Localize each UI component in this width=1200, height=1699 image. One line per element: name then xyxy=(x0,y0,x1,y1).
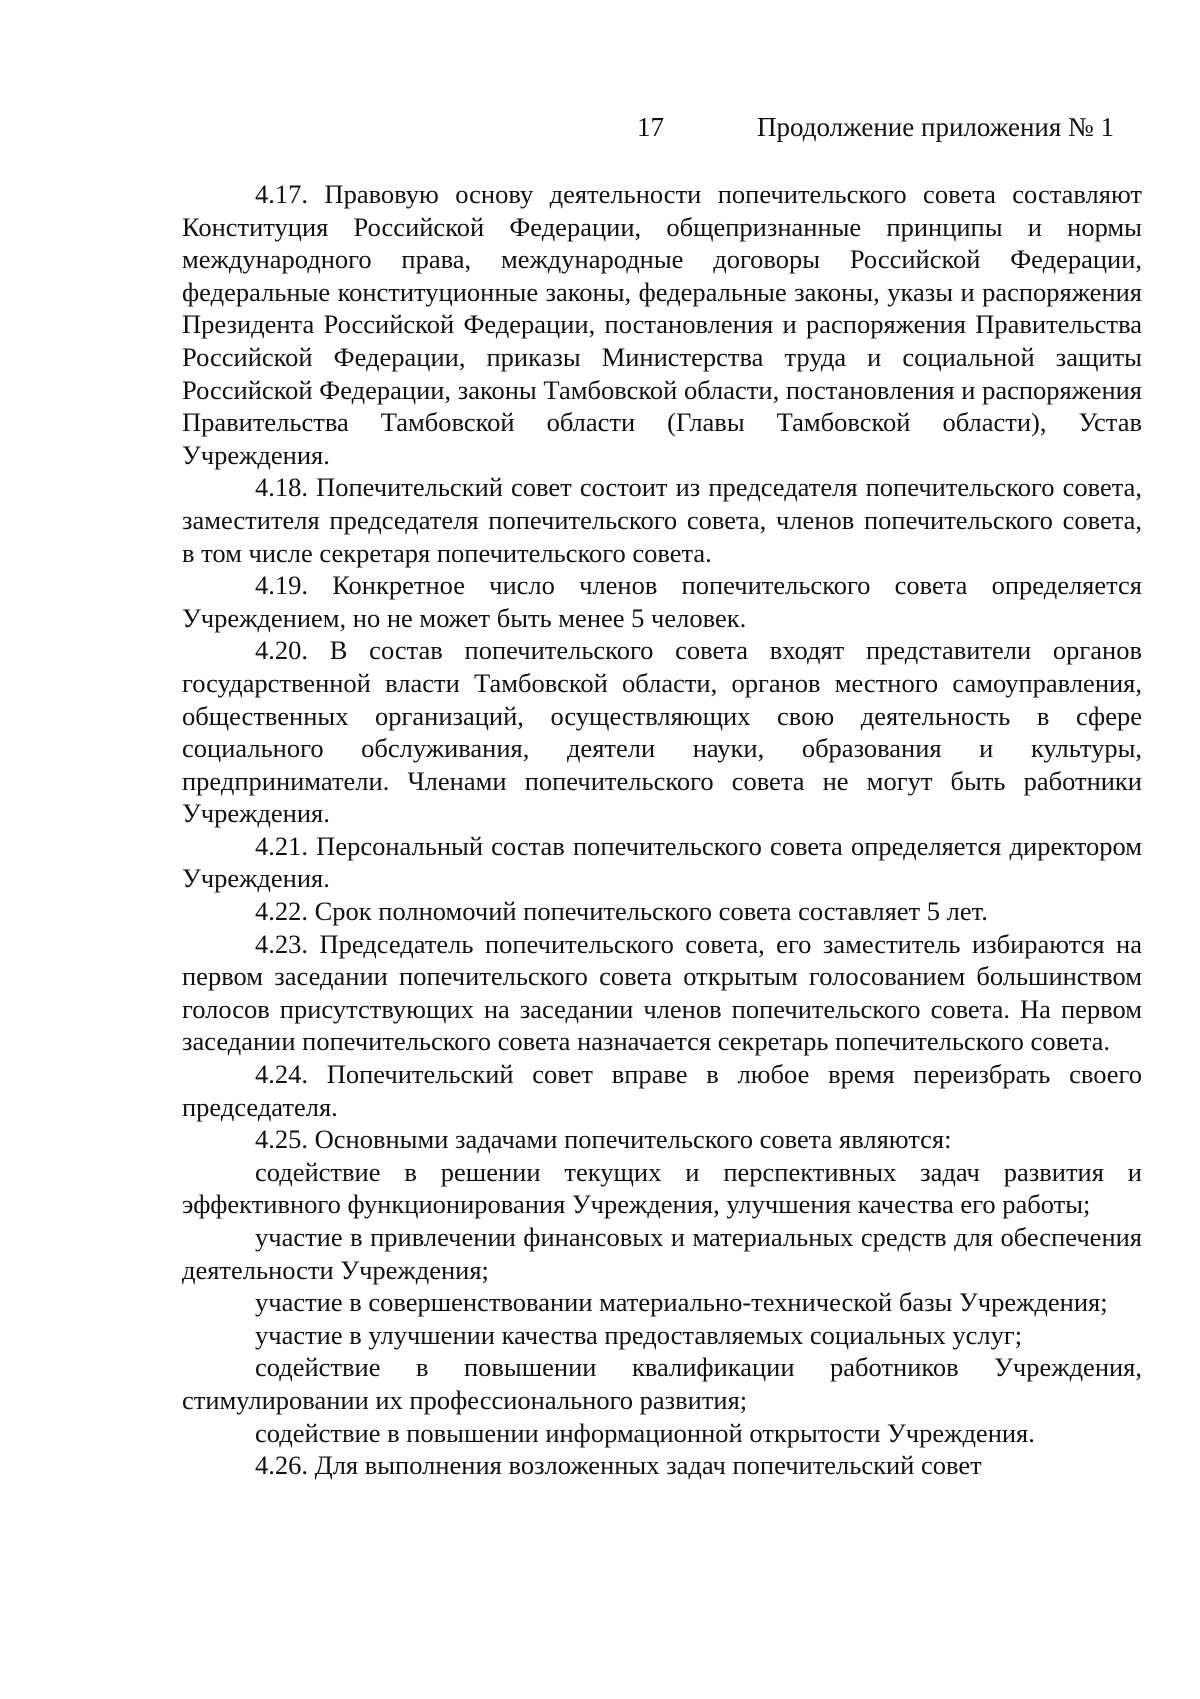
paragraph-4-25: 4.25. Основными задачами попечительского совета являются: xyxy=(255,1124,952,1155)
paragraph-4-22: 4.22. Срок полномочий попечительского совета составляет 5 лет. xyxy=(255,896,988,927)
paragraph-4-17: 4.17. Правовую основу деятельности попечительского совета составляют Конституция Российской Федерации, общепризнанные принципы и нормы международного права, международные договоры Российской Федерации, федеральные конституционные законы, федеральные законы, указы и распоряжения Президента Российской Федерации, постановления и распоряжения Правительства Российской Федерации, приказы Министерства труда и социальной защиты Российской Федерации, законы Тамбовской области, постановления и распоряжения Правительства Тамбовской области (Главы Тамбовской области), Устав Учреждения. xyxy=(182,179,1142,470)
list-item-task: содействие в решении текущих и перспективных задач развития и эффективного функционирования Учреждения, улучшения качества его работы; xyxy=(182,1156,1142,1220)
document-body xyxy=(182,178,1142,1482)
list-item-task: участие в привлечении финансовых и материальных средств для обеспечения деятельности Учреждения; xyxy=(182,1222,1142,1285)
page-header xyxy=(0,112,1200,152)
paragraph-4-18: 4.18. Попечительский совет состоит из председателя попечительского совета, заместителя председателя попечительского совета, членов попечительского совета, в том числе секретаря попечительского совета. xyxy=(182,472,1142,568)
list-item-task: содействие в повышении информационной открытости Учреждения. xyxy=(255,1417,1035,1448)
list-item-task: содействие в повышении квалификации работников Учреждения, стимулировании их профессионального развития; xyxy=(182,1352,1142,1415)
paragraph-4-19: 4.19. Конкретное число членов попечительского совета определяется Учреждением, но не может быть менее 5 человек. xyxy=(182,570,1142,633)
paragraph-4-23: 4.23. Председатель попечительского совета, его заместитель избираются на первом заседании попечительского совета открытым голосованием большинством голосов присутствующих на заседании членов попечительского совета. На первом заседании попечительского совета назначается секретарь попечительского совета. xyxy=(182,928,1142,1057)
paragraph-4-21: 4.21. Персональный состав попечительского совета определяется директором Учреждения. xyxy=(182,830,1142,894)
paragraph-4-26: 4.26. Для выполнения возложенных задач попечительский совет xyxy=(255,1450,982,1481)
list-item-task: участие в улучшении качества предоставляемых социальных услуг; xyxy=(255,1319,1023,1350)
list-item-task: участие в совершенствовании материально-технической базы Учреждения; xyxy=(255,1287,1108,1318)
page-number: 17 xyxy=(637,112,664,142)
paragraph-4-20: 4.20. В состав попечительского совета входят представители органов государственной власти Тамбовской области, органов местного самоуправления, общественных организаций, осуществляющих свою деятельность в сфере социального обслуживания, деятели науки, образования и культуры, предприниматели. Членами попечительского совета не могут быть работники Учреждения. xyxy=(182,635,1142,829)
appendix-continuation-title: Продолжение приложения № 1 xyxy=(757,112,1115,142)
paragraph-4-24: 4.24. Попечительский совет вправе в любое время переизбрать своего председателя. xyxy=(182,1059,1142,1122)
